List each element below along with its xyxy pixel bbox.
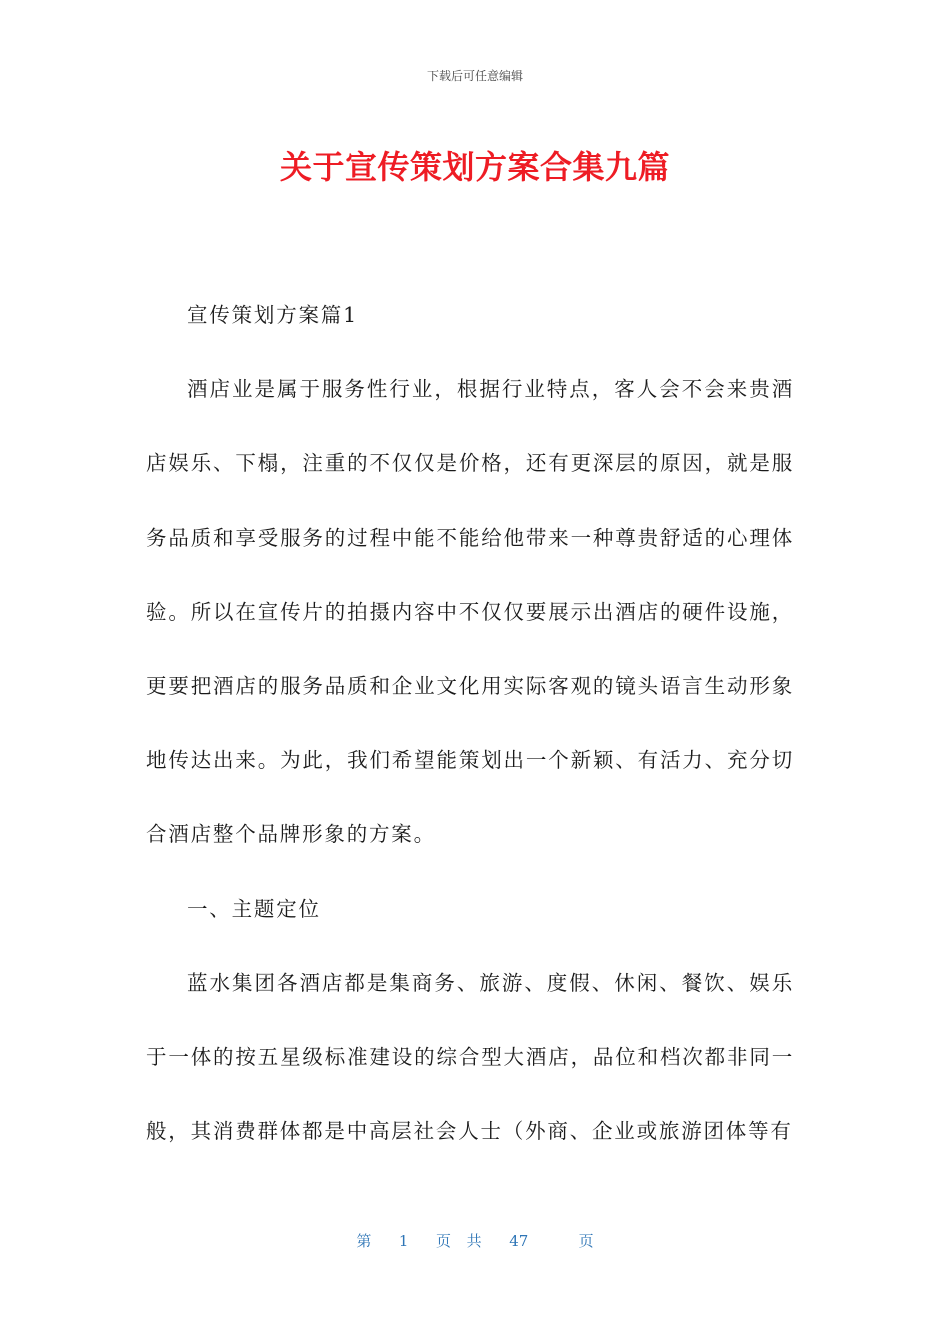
section-title: 宣传策划方案篇1 bbox=[187, 303, 358, 327]
document-title: 关于宣传策划方案合集九篇 bbox=[279, 148, 670, 186]
total-unit: 页 bbox=[578, 1232, 594, 1250]
section-heading: 一、主题定位 bbox=[187, 896, 321, 921]
total-label: 共 bbox=[466, 1232, 482, 1250]
document-body bbox=[146, 278, 794, 1168]
page-number: 1 bbox=[398, 1232, 409, 1250]
header-note: 下载后可任意编辑 bbox=[426, 69, 523, 83]
page-unit: 页 bbox=[436, 1232, 452, 1250]
paragraph: 蓝水集团各酒店都是集商务、旅游、度假、休闲、餐饮、娱乐于一体的按五星级标准建设的综合型大酒店，品位和档次都非同一般，其消费群体都是中高层社会人士（外商、企业或旅游团体等有 bbox=[146, 970, 794, 1144]
paragraph: 酒店业是属于服务性行业，根据行业特点，客人会不会来贵酒店娱乐、下榻，注重的不仅仅是价格，还有更深层的原因，就是服务品质和享受服务的过程中能不能给他带来一种尊贵舒适的心理体验。所以在宣传片的拍摄内容中不仅仅要展示出酒店的硬件设施，更要把酒店的服务品质和企业文化用实际客观的镜头语言生动形象地传达出来。为此，我们希望能策划出一个新颖、有活力、充分切合酒店整个品牌形象的方案。 bbox=[146, 377, 794, 847]
page-footer bbox=[0, 1230, 950, 1251]
page-label: 第 bbox=[356, 1232, 372, 1250]
total-pages: 47 bbox=[509, 1232, 529, 1250]
